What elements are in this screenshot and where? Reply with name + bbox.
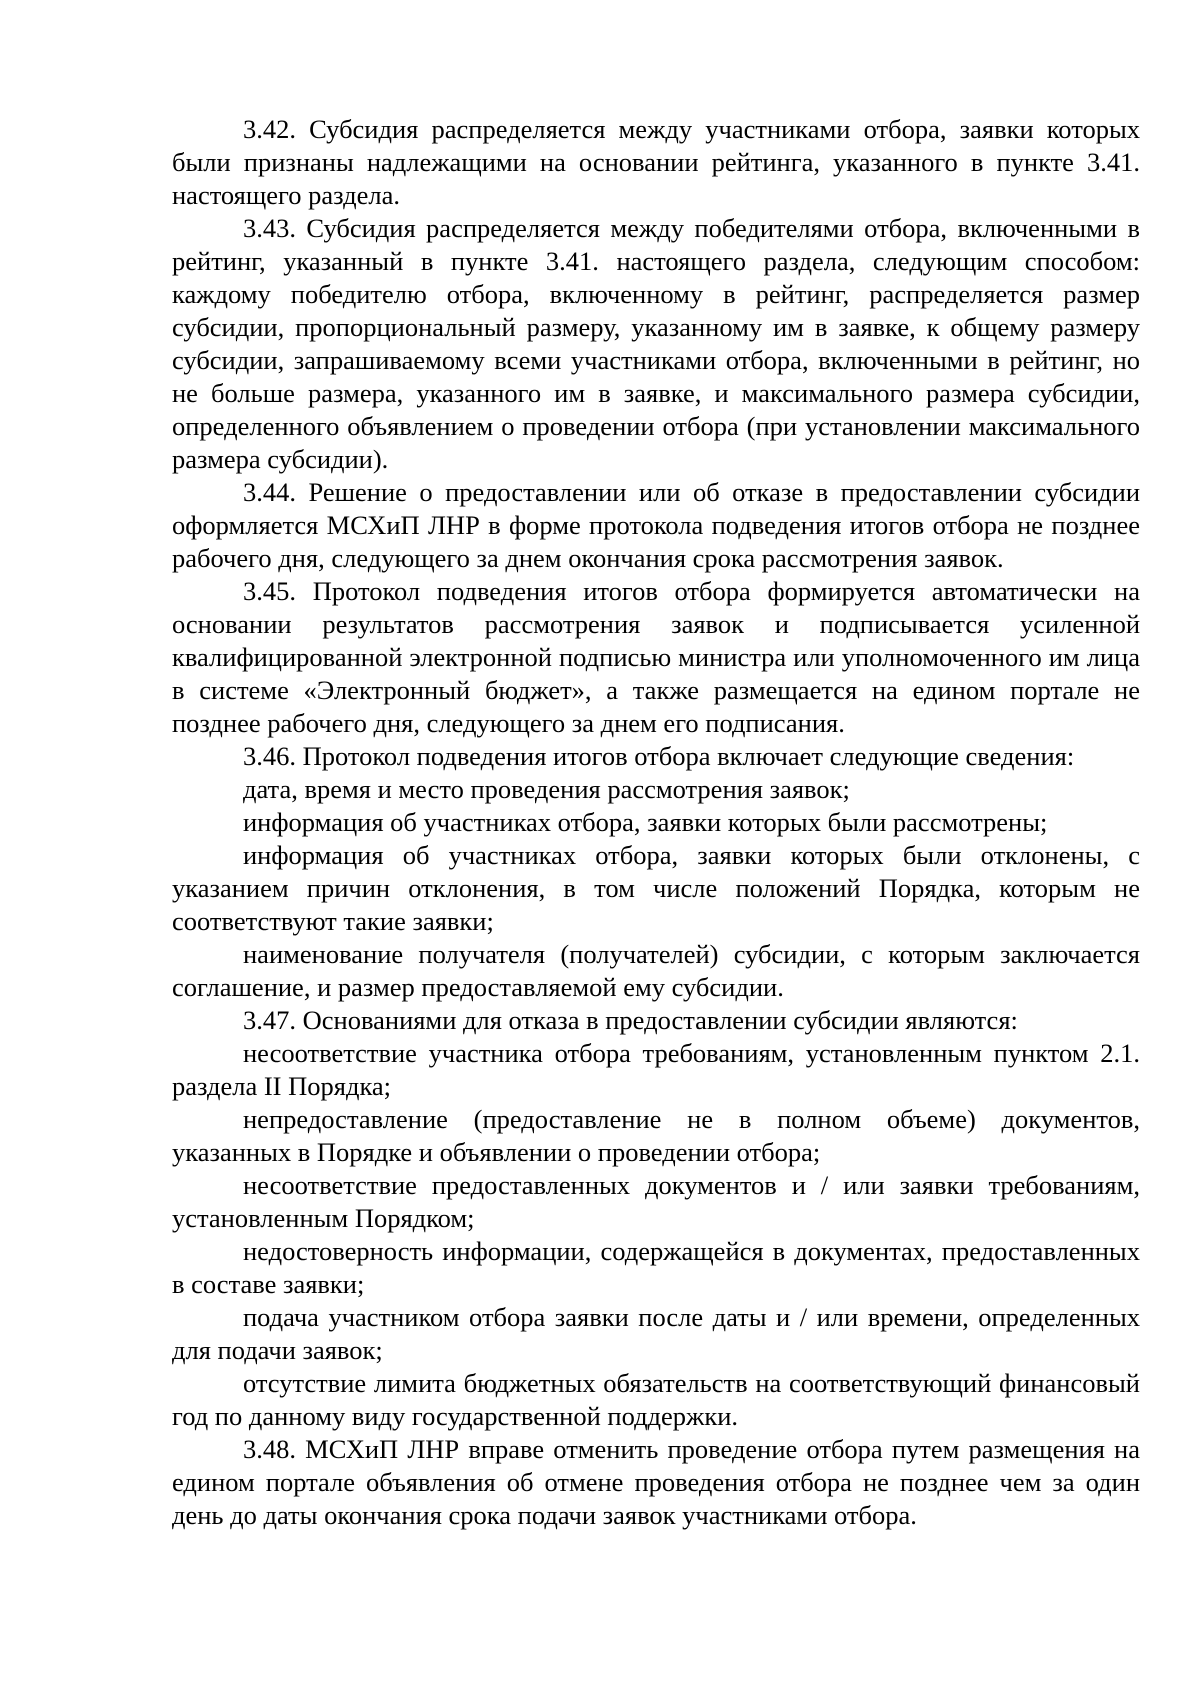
list-item-rejected-participants: информация об участниках отбора, заявки которых были отклонены, с указанием причин отклонения, в том числе положений Порядка, которым не соответствуют такие заявки; [172, 840, 1140, 936]
list-item-recipient-name: наименование получателя (получателей) субсидии, с которым заключается соглашение, и размер предоставляемой ему субсидии. [172, 939, 1140, 1002]
list-item-unreliable-info: недостоверность информации, содержащейся в документах, предоставленных в составе заявки; [172, 1236, 1140, 1299]
list-item-documents-missing: непредоставление (предоставление не в полном объеме) документов, указанных в Порядке и объявлении о проведении отбора; [172, 1104, 1140, 1167]
list-item-reviewed-participants: информация об участниках отбора, заявки которых были рассмотрены; [243, 807, 1048, 837]
paragraph-3-43: 3.43. Субсидия распределяется между победителями отбора, включенными в рейтинг, указанный в пункте 3.41. настоящего раздела, следующим способом: каждому победителю отбора, включенному в рейтинг, распределяется размер субсидии, пропорциональный размеру, указанному им в заявке, к общему размеру субсидии, запрашиваемому всеми участниками отбора, включенными в рейтинг, но не больше размера, указанного им в заявке, и максимального размера субсидии, определенного объявлением о проведении отбора (при установлении максимального размера субсидии). [172, 213, 1140, 474]
list-item-no-budget-limit: отсутствие лимита бюджетных обязательств на соответствующий финансовый год по данному виду государственной поддержки. [172, 1368, 1140, 1431]
paragraph-3-47: 3.47. Основаниями для отказа в предоставлении субсидии являются: [243, 1005, 1018, 1035]
paragraph-3-42: 3.42. Субсидия распределяется между участниками отбора, заявки которых были признаны надлежащими на основании рейтинга, указанного в пункте 3.41. настоящего раздела. [172, 114, 1140, 210]
paragraph-3-45: 3.45. Протокол подведения итогов отбора формируется автоматически на основании результатов рассмотрения заявок и подписывается усиленной квалифицированной электронной подписью министра или уполномоченного им лица в системе «Электронный бюджет», а также размещается на едином портале не позднее рабочего дня, следующего за днем его подписания. [172, 576, 1140, 738]
paragraph-3-44: 3.44. Решение о предоставлении или об отказе в предоставлении субсидии оформляется МСХиП ЛНР в форме протокола подведения итогов отбора не позднее рабочего дня, следующего за днем окончания срока рассмотрения заявок. [172, 477, 1140, 573]
list-item-date-time-place: дата, время и место проведения рассмотрения заявок; [243, 774, 850, 804]
paragraph-3-48: 3.48. МСХиП ЛНР вправе отменить проведение отбора путем размещения на едином портале объявления об отмене проведения отбора не позднее чем за один день до даты окончания срока подачи заявок участниками отбора. [172, 1434, 1140, 1530]
list-item-late-submission: подача участником отбора заявки после даты и / или времени, определенных для подачи заявок; [172, 1302, 1140, 1365]
list-item-documents-noncompliant: несоответствие предоставленных документов и / или заявки требованиям, установленным Порядком; [172, 1170, 1140, 1233]
paragraph-3-46: 3.46. Протокол подведения итогов отбора включает следующие сведения: [243, 741, 1075, 771]
document-page [172, 113, 1140, 1532]
list-item-noncompliance: несоответствие участника отбора требованиям, установленным пунктом 2.1. раздела II Порядка; [172, 1038, 1140, 1101]
